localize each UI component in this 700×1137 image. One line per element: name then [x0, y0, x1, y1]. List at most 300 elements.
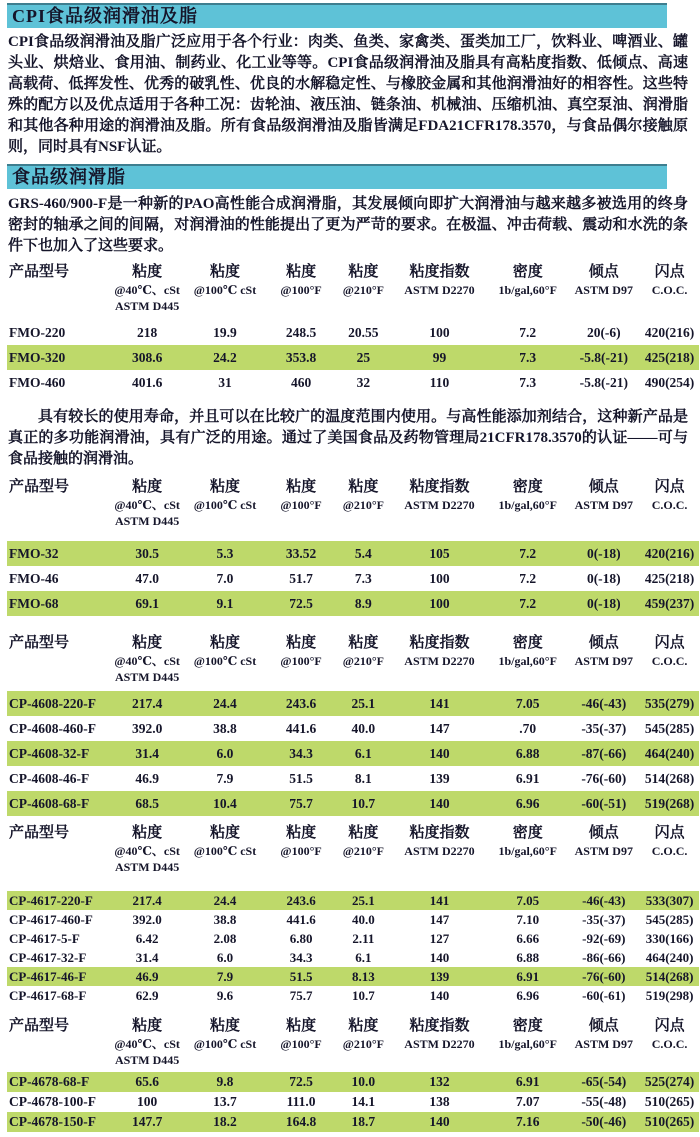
column-header-6 — [488, 630, 568, 685]
column-header-line1: 闪点 — [654, 635, 685, 651]
column-header-line2: C.O.C. — [651, 1037, 688, 1051]
cell-value: 217.4 — [132, 892, 162, 908]
column-header-line1: 粘度 — [209, 479, 240, 495]
column-header-line1: 闪点 — [654, 479, 685, 495]
cell-value: -76(-60) — [582, 968, 626, 984]
cp-4617-table — [7, 820, 699, 1005]
column-header-line1: 粘度 — [132, 1018, 163, 1034]
main-title: CPI食品级润滑油及脂 — [12, 6, 198, 26]
cell-value: 69.1 — [135, 595, 159, 611]
column-header-line1: 粘度 — [132, 264, 163, 280]
column-header-line2: @40℃、cSt — [114, 283, 180, 297]
column-header-line2: @40℃、cSt — [114, 1037, 180, 1051]
cell-value: 72.5 — [289, 1074, 313, 1089]
column-header-7 — [567, 820, 640, 875]
column-header-3 — [266, 630, 335, 685]
cell-value: 7.3 — [354, 570, 372, 586]
table-row-CP-4678-100-F — [7, 1092, 699, 1112]
table-row-CP-4608-32-F — [7, 741, 699, 766]
cell-value: 441.6 — [285, 720, 317, 736]
column-header-line2: ASTM D2270 — [404, 844, 475, 858]
cell-value: 140 — [429, 745, 450, 761]
column-header-line1: 闪点 — [654, 1018, 685, 1034]
cell-value: 9.8 — [216, 1074, 234, 1089]
column-header-5 — [391, 259, 488, 314]
table-row-FMO-460 — [7, 370, 699, 395]
cell-model: FMO-320 — [9, 349, 66, 365]
table-row-CP-4617-460-F — [7, 910, 699, 929]
column-header-line1: 产品型号 — [9, 479, 70, 495]
cell-value: 9.1 — [216, 595, 234, 611]
cp-4678-table-section — [0, 1013, 700, 1132]
cell-value: 510(265) — [644, 1114, 695, 1129]
column-header-6 — [488, 259, 568, 314]
column-header-line1: 产品型号 — [9, 825, 70, 841]
cell-value: 519(268) — [644, 795, 695, 811]
cell-value: 147 — [429, 720, 450, 736]
cell-value: 24.4 — [213, 695, 237, 711]
column-header-line1: 粘度 — [209, 635, 240, 651]
cell-value: 392.0 — [131, 720, 163, 736]
cell-value: 218 — [137, 324, 158, 340]
column-header-8 — [640, 259, 699, 314]
column-header-line2: ASTM D97 — [574, 654, 633, 668]
column-header-line2: @100°F — [280, 283, 322, 297]
table-header-row — [7, 259, 699, 314]
column-header-line1: 粘度 — [132, 825, 163, 841]
column-header-line1: 密度 — [512, 825, 543, 841]
cell-value: 6.88 — [516, 949, 540, 965]
column-header-3 — [266, 474, 335, 529]
table-row-FMO-32 — [7, 541, 699, 566]
cell-value: 105 — [429, 545, 450, 561]
cell-value: 132 — [429, 1074, 450, 1089]
cell-value: 7.16 — [515, 1114, 540, 1129]
cell-value: 40.0 — [351, 911, 375, 927]
column-header-line2: C.O.C. — [651, 654, 688, 668]
cell-value: 425(218) — [644, 570, 695, 586]
cell-value: 545(285) — [644, 720, 695, 736]
column-header-7 — [567, 259, 640, 314]
column-header-6 — [488, 820, 568, 875]
cell-value: 8.13 — [351, 968, 375, 984]
cell-value: 7.2 — [519, 595, 537, 611]
cell-value: 6.66 — [516, 930, 540, 946]
column-header-line2: @40℃、cSt — [114, 654, 180, 668]
cell-value: -35(-37) — [581, 720, 627, 736]
cell-value: 6.0 — [216, 745, 234, 761]
cell-value: 392.0 — [132, 911, 162, 927]
cell-value: 6.91 — [515, 770, 540, 786]
cell-model: CP-4617-32-F — [9, 949, 87, 965]
cell-model: CP-4608-220-F — [9, 695, 96, 711]
cell-value: 147 — [429, 911, 450, 927]
cell-value: -55(-48) — [581, 1094, 627, 1109]
cell-value: 0(-18) — [586, 595, 621, 611]
cell-value: 139 — [429, 968, 450, 984]
cell-value: 7.05 — [516, 892, 540, 908]
column-header-line1: 产品型号 — [9, 635, 70, 651]
column-header-line2: 1b/gal,60°F — [498, 498, 557, 512]
cell-value: 7.2 — [519, 545, 537, 561]
cell-value: 25 — [356, 349, 371, 365]
column-header-2 — [183, 1013, 266, 1068]
column-header-7 — [567, 474, 640, 529]
column-header-line1: 密度 — [512, 1018, 543, 1034]
column-header-line1: 密度 — [512, 264, 543, 280]
column-header-line2: @40℃、cSt — [114, 498, 180, 512]
column-header-line2: ASTM D2270 — [404, 498, 475, 512]
column-header-line1: 粘度指数 — [409, 825, 470, 841]
cp-4617-table-section — [0, 820, 700, 1005]
column-header-2 — [183, 630, 266, 685]
cell-value: 51.7 — [289, 570, 313, 586]
column-header-line1: 倾点 — [588, 825, 619, 841]
column-header-line1: 粘度指数 — [409, 479, 470, 495]
cell-value: 6.96 — [516, 987, 540, 1003]
cell-value: 6.91 — [515, 1074, 540, 1089]
cell-value: 20.55 — [348, 324, 379, 340]
cell-value: 330(166) — [645, 930, 694, 946]
column-header-line2: @210°F — [342, 654, 384, 668]
cell-value: 490(254) — [644, 374, 695, 390]
column-header-model — [7, 1013, 111, 1068]
cell-value: 141 — [429, 892, 450, 908]
column-header-line2: @100°F — [280, 1037, 322, 1051]
cell-value: 140 — [429, 1114, 450, 1129]
cell-value: 10.7 — [351, 795, 376, 811]
column-header-8 — [640, 1013, 699, 1068]
column-header-model — [7, 820, 111, 875]
cell-value: 2.11 — [352, 930, 375, 946]
cell-value: 420(216) — [644, 545, 695, 561]
cell-value: 7.07 — [515, 1094, 540, 1109]
cell-value: 14.1 — [351, 1094, 376, 1109]
cell-value: 9.6 — [216, 987, 234, 1003]
column-header-line2: @100°F — [280, 844, 322, 858]
cell-value: 8.9 — [354, 595, 372, 611]
column-header-line2: @100℃ cSt — [193, 844, 257, 858]
column-header-7 — [567, 1013, 640, 1068]
cell-value: 460 — [290, 374, 312, 390]
column-header-line1: 粘度 — [348, 479, 379, 495]
cell-value: 425(218) — [644, 349, 695, 365]
cell-value: 72.5 — [289, 595, 313, 611]
column-header-line1: 粘度 — [209, 1018, 240, 1034]
grease-title: 食品级润滑脂 — [12, 167, 126, 187]
cell-value: -76(-60) — [581, 770, 627, 786]
cell-value: 401.6 — [131, 374, 163, 390]
cell-value: 0(-18) — [586, 570, 621, 586]
cell-value: 7.9 — [216, 770, 234, 786]
column-header-4 — [336, 820, 391, 875]
cell-value: 139 — [429, 770, 450, 786]
column-header-line1: 粘度 — [132, 479, 163, 495]
table-row-CP-4678-68-F — [7, 1072, 699, 1092]
table-header-row — [7, 630, 699, 685]
cell-value: 7.2 — [519, 324, 537, 340]
cell-value: 5.3 — [216, 545, 234, 561]
cell-model: CP-4678-150-F — [9, 1114, 96, 1129]
column-header-line2: C.O.C. — [651, 283, 688, 297]
cell-value: -65(-54) — [581, 1074, 627, 1089]
cell-value: 6.88 — [515, 745, 540, 761]
cell-value: 141 — [429, 695, 450, 711]
cell-value: 25.1 — [351, 695, 376, 711]
cell-value: 47.0 — [135, 570, 159, 586]
column-header-line2: ASTM D2270 — [404, 283, 475, 297]
cell-model: CP-4608-46-F — [9, 770, 90, 786]
cell-value: 464(240) — [645, 949, 694, 965]
grease-title-bar — [7, 164, 667, 189]
cell-model: CP-4608-32-F — [9, 745, 90, 761]
cell-model: CP-4617-46-F — [9, 968, 87, 984]
column-header-1 — [111, 474, 184, 529]
column-header-line2: @210°F — [342, 1037, 384, 1051]
cell-value: 40.0 — [351, 720, 376, 736]
table-row-CP-4617-5-F — [7, 929, 699, 948]
cell-value: 10.0 — [351, 1074, 376, 1089]
column-header-line3: ASTM D445 — [114, 514, 180, 528]
cell-value: -86(-66) — [582, 949, 626, 965]
cell-value: 519(298) — [645, 987, 694, 1003]
column-header-line2: @100℃ cSt — [193, 1037, 257, 1051]
column-header-line1: 粘度 — [348, 1018, 379, 1034]
cell-value: 38.8 — [213, 911, 237, 927]
intro-paragraph: CPI食品级润滑油及脂广泛应用于各个行业：肉类、鱼类、家禽类、蛋类加工厂，饮料业、啤酒业、罐头业、烘焙业、食用油、制药业、化工业等等。CPI食品级润滑油及脂具有高粘度指数、低倾点、高速高载荷、低挥发性、优秀的破乳性、优良的水解稳定性、与橡胶金属和其他润滑油好的相容性。这些特殊的配方以及优点适用于各种工况：齿轮油、液压油、链条油、机械油、压缩机油、真空泵油、润滑脂和其他各种用途的润滑油及脂。所有食品级润滑油及脂皆满足FDA21CFR178.3570，与食品偶尔接触原则，同时具有NSF认证。 — [8, 34, 688, 155]
column-header-line1: 密度 — [512, 635, 543, 651]
table-header-row — [7, 1013, 699, 1068]
table-header-row — [7, 474, 699, 529]
cell-value: 164.8 — [285, 1114, 317, 1129]
cell-value: 6.80 — [289, 930, 313, 946]
cell-value: 7.3 — [519, 374, 537, 390]
table-row-CP-4617-32-F — [7, 948, 699, 967]
column-header-line2: 1b/gal,60°F — [498, 283, 557, 297]
cell-value: 13.7 — [213, 1094, 237, 1109]
cell-value: -5.8(-21) — [579, 374, 628, 390]
table-header-row — [7, 820, 699, 875]
column-header-5 — [391, 630, 488, 685]
cell-value: 459(237) — [644, 595, 695, 611]
cell-value: 31.4 — [135, 949, 159, 965]
cell-value: 100 — [429, 570, 450, 586]
fmo-light-table-section — [0, 474, 700, 616]
column-header-line2: @40℃、cSt — [114, 844, 180, 858]
column-header-line2: ASTM D97 — [574, 498, 633, 512]
column-header-line2: ASTM D97 — [574, 844, 633, 858]
cell-value: -35(-37) — [582, 911, 626, 927]
cell-value: 6.91 — [516, 968, 540, 984]
column-header-line2: C.O.C. — [651, 844, 688, 858]
column-header-line3: ASTM D445 — [114, 299, 180, 313]
cell-value: 111.0 — [286, 1094, 316, 1109]
cell-value: 2.08 — [213, 930, 237, 946]
cell-value: 20(-6) — [586, 324, 621, 340]
fmo-industrial-table-section — [0, 259, 700, 395]
cell-value: 46.9 — [135, 968, 159, 984]
cell-value: 65.6 — [135, 1074, 159, 1089]
table-row-CP-4617-68-F — [7, 986, 699, 1005]
column-header-1 — [111, 1013, 184, 1068]
cell-value: 100 — [137, 1094, 158, 1109]
cell-value: 18.7 — [351, 1114, 376, 1129]
cell-value: 75.7 — [289, 987, 313, 1003]
column-header-line2: @210°F — [342, 283, 384, 297]
cell-model: CP-4608-460-F — [9, 720, 96, 736]
column-header-line3: ASTM D445 — [114, 670, 180, 684]
column-header-line1: 倾点 — [588, 264, 619, 280]
cell-value: .70 — [519, 720, 537, 736]
cell-value: 420(216) — [644, 324, 695, 340]
column-header-line1: 粘度 — [286, 1018, 317, 1034]
column-header-line1: 粘度 — [286, 635, 317, 651]
cell-value: 535(279) — [644, 695, 695, 711]
cell-value: 33.52 — [285, 545, 317, 561]
column-header-4 — [336, 259, 391, 314]
cell-value: 7.3 — [519, 349, 537, 365]
cell-value: -87(-66) — [581, 745, 627, 761]
column-header-line2: ASTM D97 — [574, 1037, 633, 1051]
column-header-8 — [640, 820, 699, 875]
column-header-line1: 粘度 — [348, 635, 379, 651]
cell-value: -60(-61) — [582, 987, 626, 1003]
cell-value: 140 — [429, 795, 450, 811]
cell-model: FMO-68 — [9, 595, 59, 611]
column-header-line1: 粘度 — [209, 264, 240, 280]
cell-model: CP-4617-460-F — [9, 911, 93, 927]
cell-value: 110 — [429, 374, 450, 390]
table-row-FMO-320 — [7, 345, 699, 370]
cell-value: 464(240) — [644, 745, 695, 761]
column-header-5 — [391, 1013, 488, 1068]
column-header-6 — [488, 474, 568, 529]
column-header-2 — [183, 820, 266, 875]
cell-value: 6.1 — [355, 949, 372, 965]
column-header-line1: 粘度 — [348, 264, 379, 280]
cell-model: FMO-460 — [9, 374, 66, 390]
column-header-line2: ASTM D2270 — [404, 1037, 475, 1051]
fmo-light-table — [7, 474, 699, 616]
cell-value: 6.1 — [354, 745, 372, 761]
cell-value: 75.7 — [289, 795, 313, 811]
column-header-line2: ASTM D97 — [574, 283, 633, 297]
cell-value: 217.4 — [131, 695, 163, 711]
column-header-line1: 粘度 — [348, 825, 379, 841]
column-header-line1: 粘度 — [286, 479, 317, 495]
cell-value: 34.3 — [289, 949, 313, 965]
column-header-1 — [111, 259, 184, 314]
cell-value: 7.05 — [515, 695, 540, 711]
cell-value: 5.4 — [354, 545, 372, 561]
cell-value: 25.1 — [351, 892, 375, 908]
cell-value: 46.9 — [135, 770, 159, 786]
column-header-line2: @210°F — [342, 498, 384, 512]
column-header-8 — [640, 630, 699, 685]
column-header-4 — [336, 630, 391, 685]
column-header-line2: @100℃ cSt — [193, 498, 257, 512]
cell-value: 31 — [218, 374, 232, 390]
cell-model: FMO-220 — [9, 324, 66, 340]
column-header-line2: 1b/gal,60°F — [498, 654, 557, 668]
column-header-5 — [391, 474, 488, 529]
column-header-line1: 粘度指数 — [409, 635, 470, 651]
column-header-line1: 粘度 — [209, 825, 240, 841]
cp-4608-table-section — [0, 630, 700, 816]
cp-4678-table — [7, 1013, 699, 1132]
cell-value: 353.8 — [285, 349, 317, 365]
column-header-3 — [266, 1013, 335, 1068]
table-row-FMO-46 — [7, 566, 699, 591]
main-title-bar — [7, 3, 667, 28]
cell-value: 62.9 — [135, 987, 159, 1003]
cell-value: -46(-43) — [582, 892, 626, 908]
cell-model: CP-4617-220-F — [9, 892, 93, 908]
column-header-3 — [266, 820, 335, 875]
column-header-1 — [111, 820, 184, 875]
cell-value: 51.5 — [289, 770, 313, 786]
cell-value: 533(307) — [645, 892, 694, 908]
cell-value: 7.10 — [516, 911, 540, 927]
cell-value: 32 — [356, 374, 371, 390]
cell-value: 0(-18) — [586, 545, 621, 561]
cell-value: 38.8 — [213, 720, 237, 736]
column-header-line1: 闪点 — [654, 825, 685, 841]
cell-value: -92(-69) — [582, 930, 626, 946]
cell-value: 100 — [429, 324, 450, 340]
column-header-line1: 粘度 — [132, 635, 163, 651]
column-header-line1: 粘度 — [286, 825, 317, 841]
cell-value: 34.3 — [289, 745, 313, 761]
cp-4608-table — [7, 630, 699, 816]
cell-value: 308.6 — [131, 349, 163, 365]
table-row-CP-4608-68-F — [7, 791, 699, 816]
column-header-line3: ASTM D445 — [114, 1053, 180, 1067]
cell-value: 147.7 — [131, 1114, 163, 1129]
column-header-line2: @100°F — [280, 498, 322, 512]
column-header-model — [7, 474, 111, 529]
column-header-line1: 闪点 — [654, 264, 685, 280]
column-header-line2: ASTM D2270 — [404, 654, 475, 668]
column-header-line1: 产品型号 — [9, 264, 70, 280]
cell-value: 18.2 — [213, 1114, 237, 1129]
cell-value: 6.0 — [216, 949, 234, 965]
cell-model: CP-4617-5-F — [9, 930, 80, 946]
cell-value: 10.7 — [351, 987, 375, 1003]
cell-value: 6.96 — [515, 795, 540, 811]
cell-value: 24.4 — [213, 892, 237, 908]
cell-value: 514(268) — [645, 968, 694, 984]
cell-value: 545(285) — [645, 911, 694, 927]
column-header-line1: 产品型号 — [9, 1018, 70, 1034]
column-header-model — [7, 259, 111, 314]
cell-value: 525(274) — [644, 1074, 695, 1089]
column-header-model — [7, 630, 111, 685]
column-header-2 — [183, 474, 266, 529]
cell-value: -46(-43) — [581, 695, 627, 711]
table-row-CP-4608-220-F — [7, 691, 699, 716]
column-header-line2: 1b/gal,60°F — [498, 844, 557, 858]
column-header-8 — [640, 474, 699, 529]
column-header-line2: @210°F — [342, 844, 384, 858]
cell-model: CP-4617-68-F — [9, 987, 87, 1003]
table-row-CP-4617-46-F — [7, 967, 699, 986]
cell-value: 7.2 — [519, 570, 537, 586]
column-header-2 — [183, 259, 266, 314]
cell-value: 514(268) — [644, 770, 695, 786]
cell-value: 127 — [429, 930, 450, 946]
column-header-line2: 1b/gal,60°F — [498, 1037, 557, 1051]
